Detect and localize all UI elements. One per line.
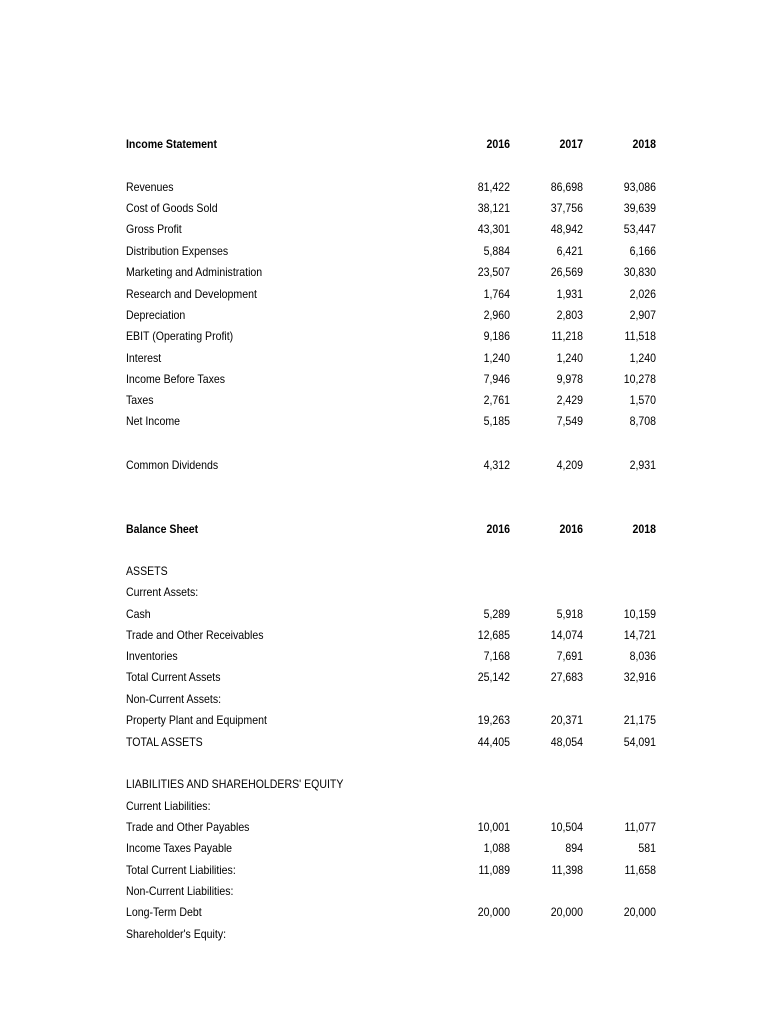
row-value: 7,168	[483, 649, 510, 663]
row-value: 1,240	[483, 351, 510, 365]
row-value: 32,916	[623, 670, 656, 684]
row-value: 9,978	[556, 372, 583, 386]
row-value: 5,918	[556, 607, 583, 621]
row-value: 2,761	[483, 393, 510, 407]
row-label: Depreciation	[126, 308, 186, 322]
row-value: 48,054	[550, 735, 583, 749]
balance-sheet-header	[126, 519, 666, 540]
row-value: 27,683	[550, 670, 583, 684]
table-row	[126, 348, 666, 369]
row-label: Income Before Taxes	[126, 372, 226, 386]
row-value: 39,639	[623, 201, 656, 215]
row-value: 19,263	[477, 713, 510, 727]
table-row	[126, 198, 666, 219]
row-value: 11,658	[624, 863, 656, 877]
row-label: Research and Development	[126, 287, 257, 301]
row-label: Net Income	[126, 414, 180, 428]
table-row	[126, 817, 666, 838]
section-label: ASSETS	[126, 564, 168, 578]
non-current-assets-heading	[126, 689, 666, 710]
year-header: 2016	[559, 522, 583, 536]
row-value: 10,001	[477, 820, 510, 834]
row-value: 26,569	[550, 265, 583, 279]
row-label: Marketing and Administration	[126, 265, 263, 279]
row-value: 48,942	[550, 222, 583, 236]
row-value: 11,398	[551, 863, 583, 877]
row-value: 1,240	[629, 351, 656, 365]
year-header: 2017	[559, 137, 583, 151]
row-value: 20,000	[550, 905, 583, 919]
row-value: 14,721	[623, 628, 656, 642]
liabilities-heading	[126, 774, 666, 795]
row-value: 23,507	[477, 265, 510, 279]
year-header: 2016	[486, 137, 510, 151]
table-row	[126, 326, 666, 347]
year-header: 2018	[632, 522, 656, 536]
row-value: 44,405	[477, 735, 510, 749]
row-value: 93,086	[623, 180, 656, 194]
row-value: 53,447	[623, 222, 656, 236]
year-header: 2016	[486, 522, 510, 536]
row-label: Cash	[126, 607, 151, 621]
table-row	[126, 390, 666, 411]
row-label: Distribution Expenses	[126, 244, 229, 258]
row-value: 1,931	[556, 287, 583, 301]
row-value: 2,907	[629, 308, 656, 322]
dividends-row	[126, 455, 666, 476]
row-value: 6,166	[629, 244, 656, 258]
row-label: Revenues	[126, 180, 174, 194]
table-row	[126, 860, 666, 881]
row-value: 2,803	[556, 308, 583, 322]
row-value: 21,175	[623, 713, 656, 727]
table-row	[126, 305, 666, 326]
balance-sheet-title: Balance Sheet	[126, 522, 199, 536]
row-label: Trade and Other Payables	[126, 820, 250, 834]
section-label: Shareholder's Equity:	[126, 927, 227, 941]
row-label: Total Current Assets	[126, 670, 221, 684]
row-value: 6,421	[556, 244, 583, 258]
current-liabilities-heading	[126, 796, 666, 817]
row-value: 2,931	[629, 458, 656, 472]
row-value: 10,504	[550, 820, 583, 834]
table-row	[126, 241, 666, 262]
row-value: 30,830	[623, 265, 656, 279]
row-value: 11,518	[624, 329, 656, 343]
table-row	[126, 646, 666, 667]
row-label: EBIT (Operating Profit)	[126, 329, 234, 343]
table-row	[126, 710, 666, 731]
row-label: Common Dividends	[126, 458, 219, 472]
table-row	[126, 838, 666, 859]
section-label: Non-Current Assets:	[126, 692, 222, 706]
row-label: Cost of Goods Sold	[126, 201, 218, 215]
row-value: 4,312	[483, 458, 510, 472]
row-value: 37,756	[550, 201, 583, 215]
current-assets-heading	[126, 582, 666, 603]
row-value: 86,698	[550, 180, 583, 194]
income-statement-title: Income Statement	[126, 137, 217, 151]
row-value: 5,289	[483, 607, 510, 621]
table-row	[126, 262, 666, 283]
row-value: 20,371	[550, 713, 583, 727]
row-value: 12,685	[477, 628, 510, 642]
row-value: 4,209	[556, 458, 583, 472]
row-value: 5,185	[483, 414, 510, 428]
table-row	[126, 219, 666, 240]
assets-heading	[126, 561, 666, 582]
row-value: 1,088	[483, 841, 510, 855]
row-label: TOTAL ASSETS	[126, 735, 203, 749]
row-label: Property Plant and Equipment	[126, 713, 267, 727]
income-statement-header	[126, 134, 666, 155]
row-value: 25,142	[477, 670, 510, 684]
row-value: 5,884	[483, 244, 510, 258]
row-label: Taxes	[126, 393, 154, 407]
row-value: 2,960	[483, 308, 510, 322]
table-row	[126, 284, 666, 305]
row-value: 11,089	[478, 863, 510, 877]
row-value: 1,570	[629, 393, 656, 407]
row-value: 43,301	[477, 222, 510, 236]
row-value: 8,708	[629, 414, 656, 428]
table-row	[126, 177, 666, 198]
row-value: 7,549	[556, 414, 583, 428]
row-value: 7,946	[483, 372, 510, 386]
table-row	[126, 411, 666, 432]
section-label: Current Liabilities:	[126, 799, 211, 813]
row-value: 11,218	[551, 329, 583, 343]
row-value: 10,159	[623, 607, 656, 621]
section-label: LIABILITIES AND SHAREHOLDERS' EQUITY	[126, 777, 344, 791]
row-label: Inventories	[126, 649, 178, 663]
row-value: 14,074	[550, 628, 583, 642]
row-value: 11,077	[624, 820, 656, 834]
table-row	[126, 369, 666, 390]
row-value: 1,240	[556, 351, 583, 365]
row-label: Interest	[126, 351, 162, 365]
row-value: 9,186	[483, 329, 510, 343]
row-label: Long-Term Debt	[126, 905, 202, 919]
row-value: 894	[565, 841, 583, 855]
equity-heading	[126, 924, 666, 945]
table-row	[126, 732, 666, 753]
row-value: 2,429	[556, 393, 583, 407]
row-label: Gross Profit	[126, 222, 182, 236]
table-row	[126, 667, 666, 688]
table-row	[126, 604, 666, 625]
row-label: Income Taxes Payable	[126, 841, 233, 855]
row-label: Trade and Other Receivables	[126, 628, 264, 642]
row-value: 81,422	[477, 180, 510, 194]
non-current-liabilities-heading	[126, 881, 666, 902]
row-value: 38,121	[477, 201, 510, 215]
table-row	[126, 902, 666, 923]
row-value: 8,036	[629, 649, 656, 663]
row-label: Total Current Liabilities:	[126, 863, 236, 877]
row-value: 581	[638, 841, 656, 855]
row-value: 54,091	[623, 735, 656, 749]
section-label: Non-Current Liabilities:	[126, 884, 234, 898]
year-header: 2018	[632, 137, 656, 151]
section-label: Current Assets:	[126, 585, 199, 599]
row-value: 20,000	[477, 905, 510, 919]
row-value: 1,764	[483, 287, 510, 301]
row-value: 2,026	[629, 287, 656, 301]
row-value: 7,691	[556, 649, 583, 663]
table-row	[126, 625, 666, 646]
row-value: 10,278	[623, 372, 656, 386]
row-value: 20,000	[623, 905, 656, 919]
